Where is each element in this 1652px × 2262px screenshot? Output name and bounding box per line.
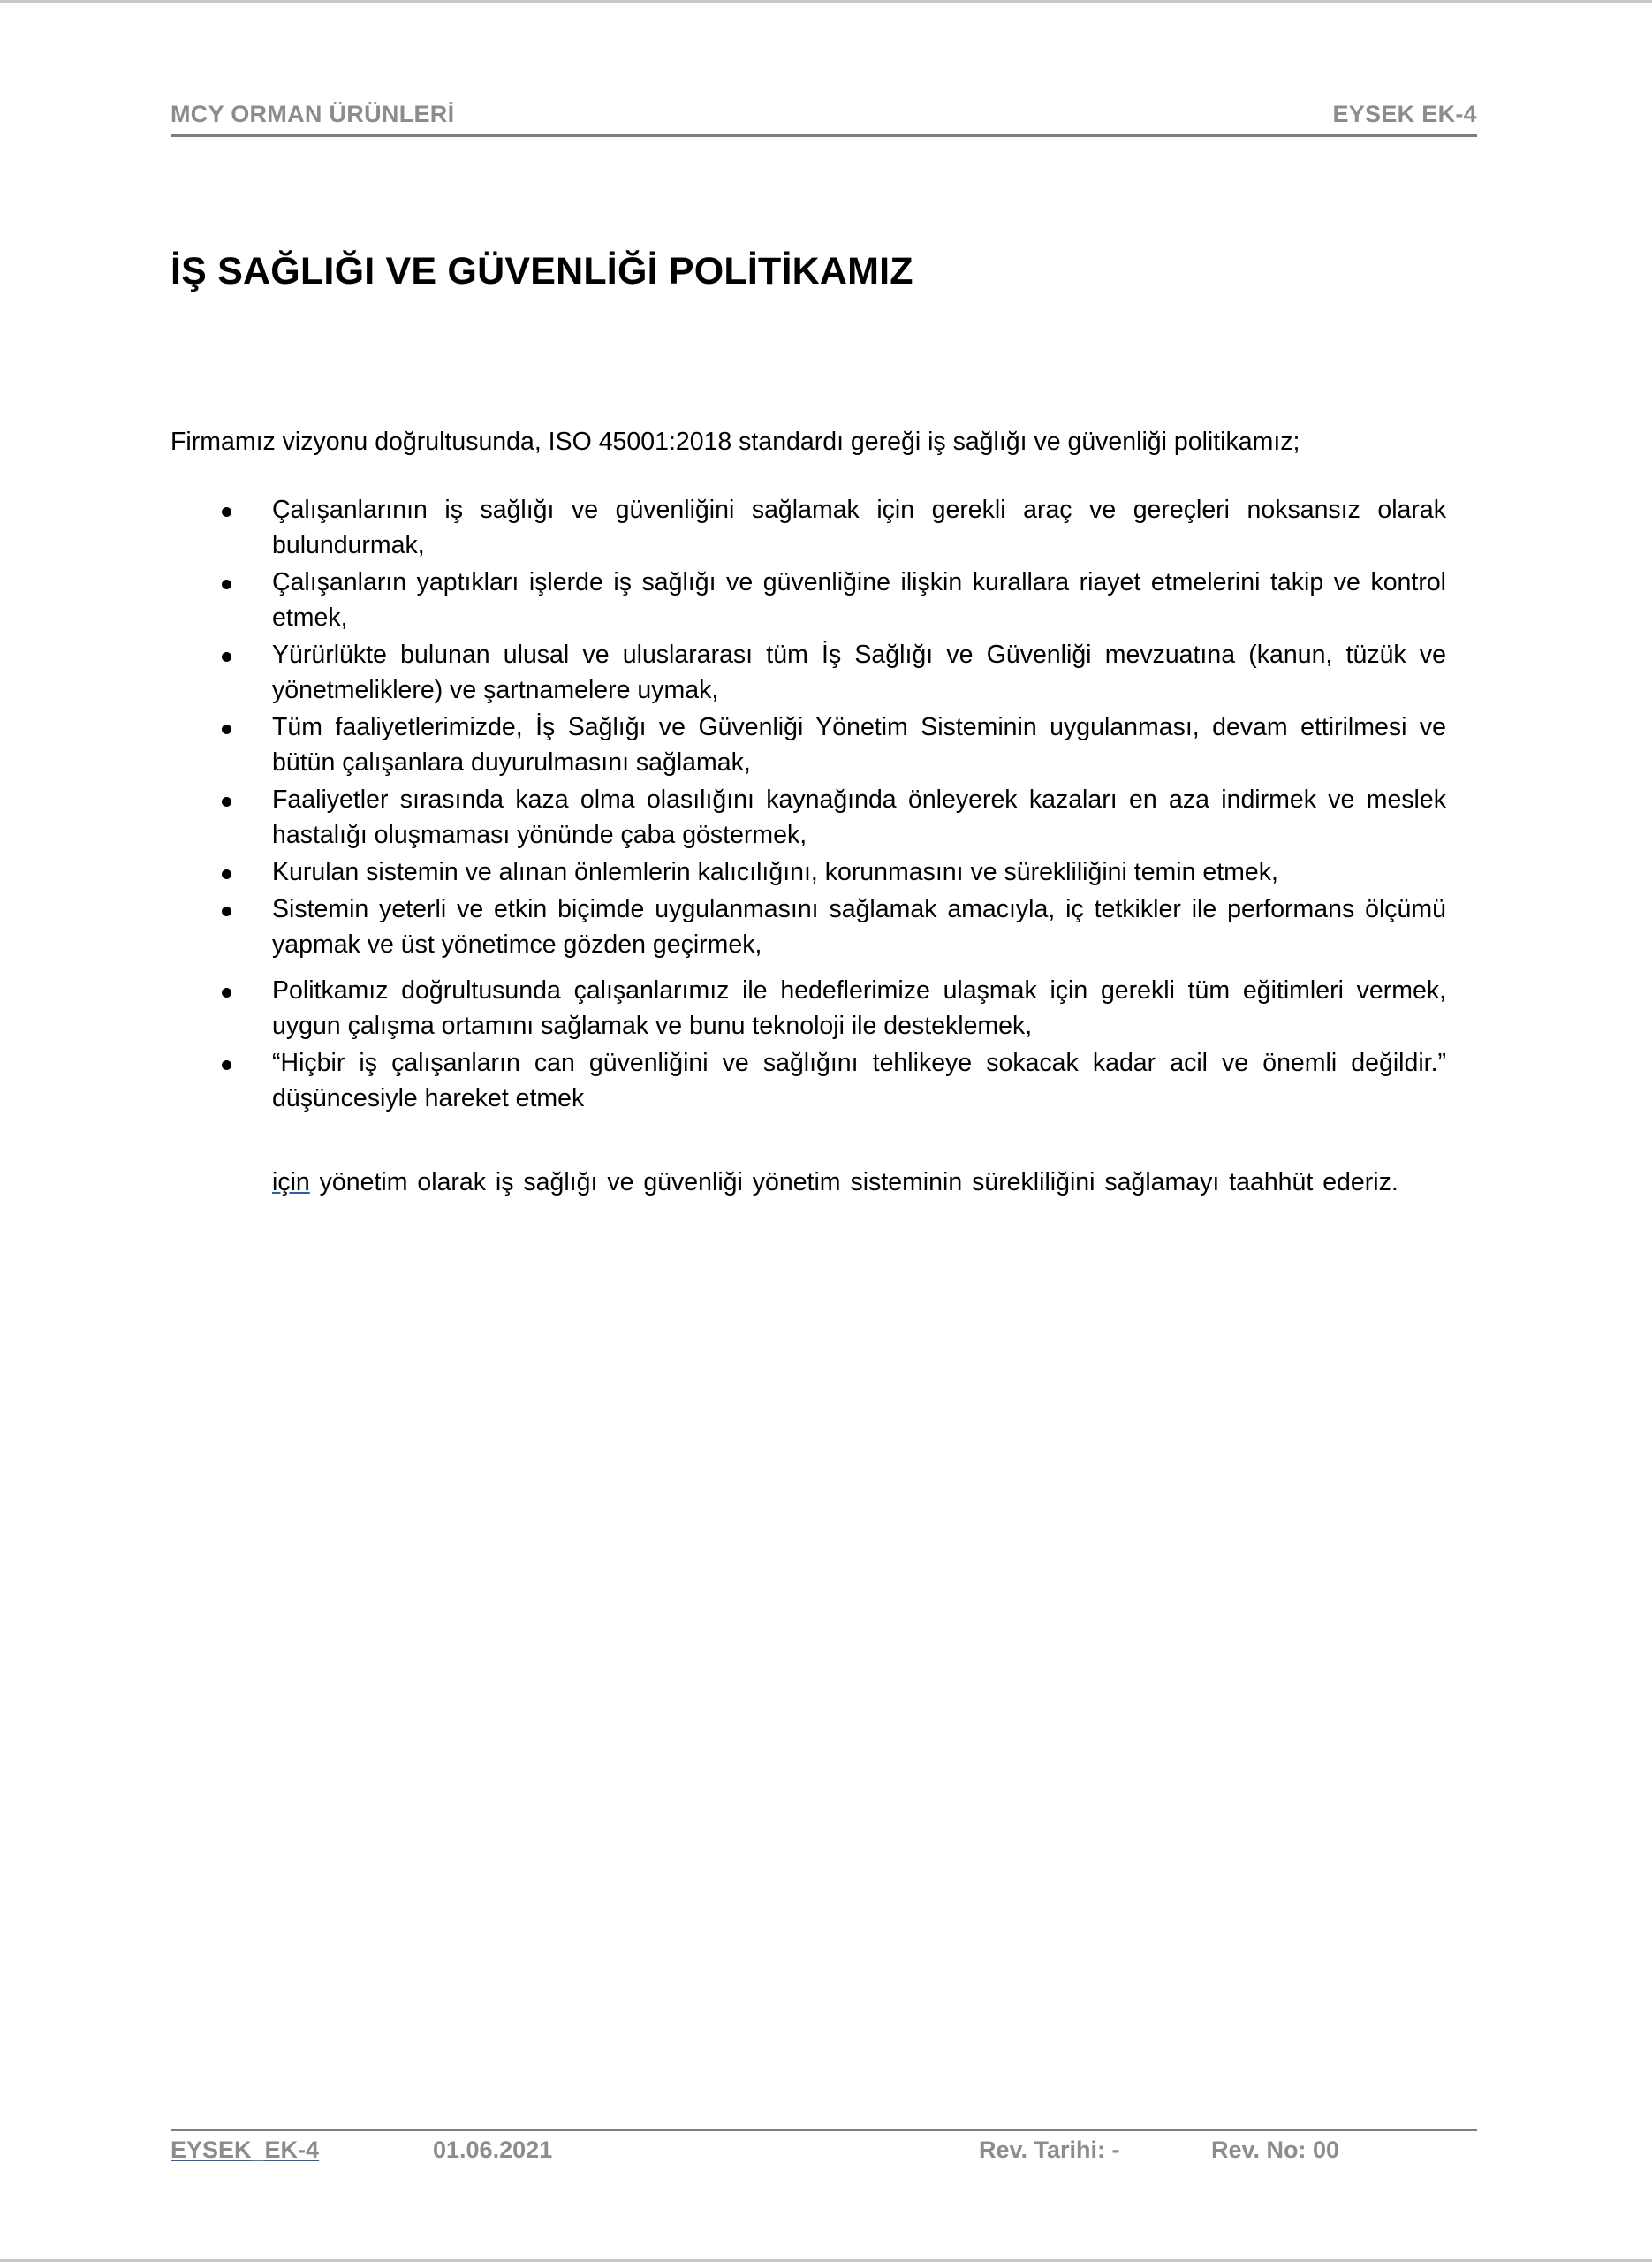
list-item-text: Politkamız doğrultusunda çalışanlarımız ile hedeflerimize ulaşmak için gerekli tüm eğitimleri vermek, uygun çalışma ortamını sağlamak ve bunu teknoloji ile desteklemek,	[272, 976, 1446, 1040]
list-item-text: Sistemin yeterli ve etkin biçimde uygulanmasını sağlamak amacıyla, iç tetkikler ile performans ölçümü yapmak ve üst yönetimce gözden geçirmek,	[272, 895, 1446, 959]
list-item-text: “Hiçbir iş çalışanların can güvenliğini ve sağlığını tehlikeye sokacak kadar acil ve önemli değildir.” düşüncesiyle hareket etmek	[272, 1049, 1446, 1112]
closing-lead-word: için	[272, 1168, 310, 1196]
intro-paragraph: Firmamız vizyonu doğrultusunda, ISO 45001:2018 standardı gereği iş sağlığı ve güvenliği politikamız;	[171, 428, 1300, 456]
list-item	[171, 637, 1446, 708]
page-top-border	[0, 0, 1652, 3]
bullet-icon	[222, 652, 231, 662]
bullet-icon	[222, 797, 231, 807]
header-company-name: MCY ORMAN ÜRÜNLERİ	[171, 101, 455, 127]
bullet-icon	[222, 1060, 231, 1070]
list-item	[171, 973, 1446, 1044]
page-header	[171, 95, 1477, 137]
list-item	[171, 892, 1446, 962]
page-title: İŞ SAĞLIĞI VE GÜVENLİĞİ POLİTİKAMIZ	[171, 250, 913, 292]
list-item-text: Çalışanların yaptıkları işlerde iş sağlığı ve güvenliğine ilişkin kurallara riayet etmelerini takip ve kontrol etmek,	[272, 568, 1446, 632]
footer-revision-date: Rev. Tarihi: -	[979, 2137, 1120, 2163]
list-item-text: Kurulan sistemin ve alınan önlemlerin kalıcılığını, korunmasını ve sürekliliğini temin etmek,	[272, 858, 1278, 886]
bullet-icon	[222, 869, 231, 879]
closing-paragraph	[272, 1163, 1474, 1203]
closing-text: yönetim olarak iş sağlığı ve güvenliği yönetim sisteminin sürekliliğini sağlamayı taahhüt ederiz.	[309, 1168, 1398, 1196]
footer-date: 01.06.2021	[433, 2137, 553, 2163]
list-item-text: Faaliyetler sırasında kaza olma olasılığını kaynağında önleyerek kazaları en aza indirmek ve meslek hastalığı oluşmaması yönünde çaba göstermek,	[272, 786, 1446, 849]
list-item-text: Yürürlükte bulunan ulusal ve uluslararası tüm İş Sağlığı ve Güvenliği mevzuatına (kanun, tüzük ve yönetmeliklere) ve şartnamelere uymak,	[272, 641, 1446, 704]
list-item	[171, 1045, 1446, 1116]
bullet-icon	[222, 507, 231, 517]
bullet-icon	[222, 907, 231, 916]
list-item-text: Çalışanlarının iş sağlığı ve güvenliğini sağlamak için gerekli araç ve gereçleri noksansız olarak bulundurmak,	[272, 496, 1446, 559]
bullet-icon	[222, 580, 231, 589]
list-item	[171, 854, 1446, 890]
list-item	[171, 565, 1446, 635]
header-doc-code: EYSEK EK-4	[1332, 101, 1477, 127]
policy-bullet-list	[171, 492, 1446, 1118]
bullet-icon	[222, 988, 231, 998]
list-item	[171, 492, 1446, 563]
bullet-icon	[222, 725, 231, 734]
footer-revision-number: Rev. No: 00	[1211, 2137, 1340, 2163]
footer-doc-code: EYSEK_EK-4	[171, 2137, 320, 2163]
list-item-text: Tüm faaliyetlerimizde, İş Sağlığı ve Güvenliği Yönetim Sisteminin uygulanması, devam ettirilmesi ve bütün çalışanlara duyurulmasını sağlamak,	[272, 713, 1446, 777]
list-item	[171, 710, 1446, 780]
footer-divider	[171, 2129, 1477, 2131]
list-item	[171, 782, 1446, 853]
